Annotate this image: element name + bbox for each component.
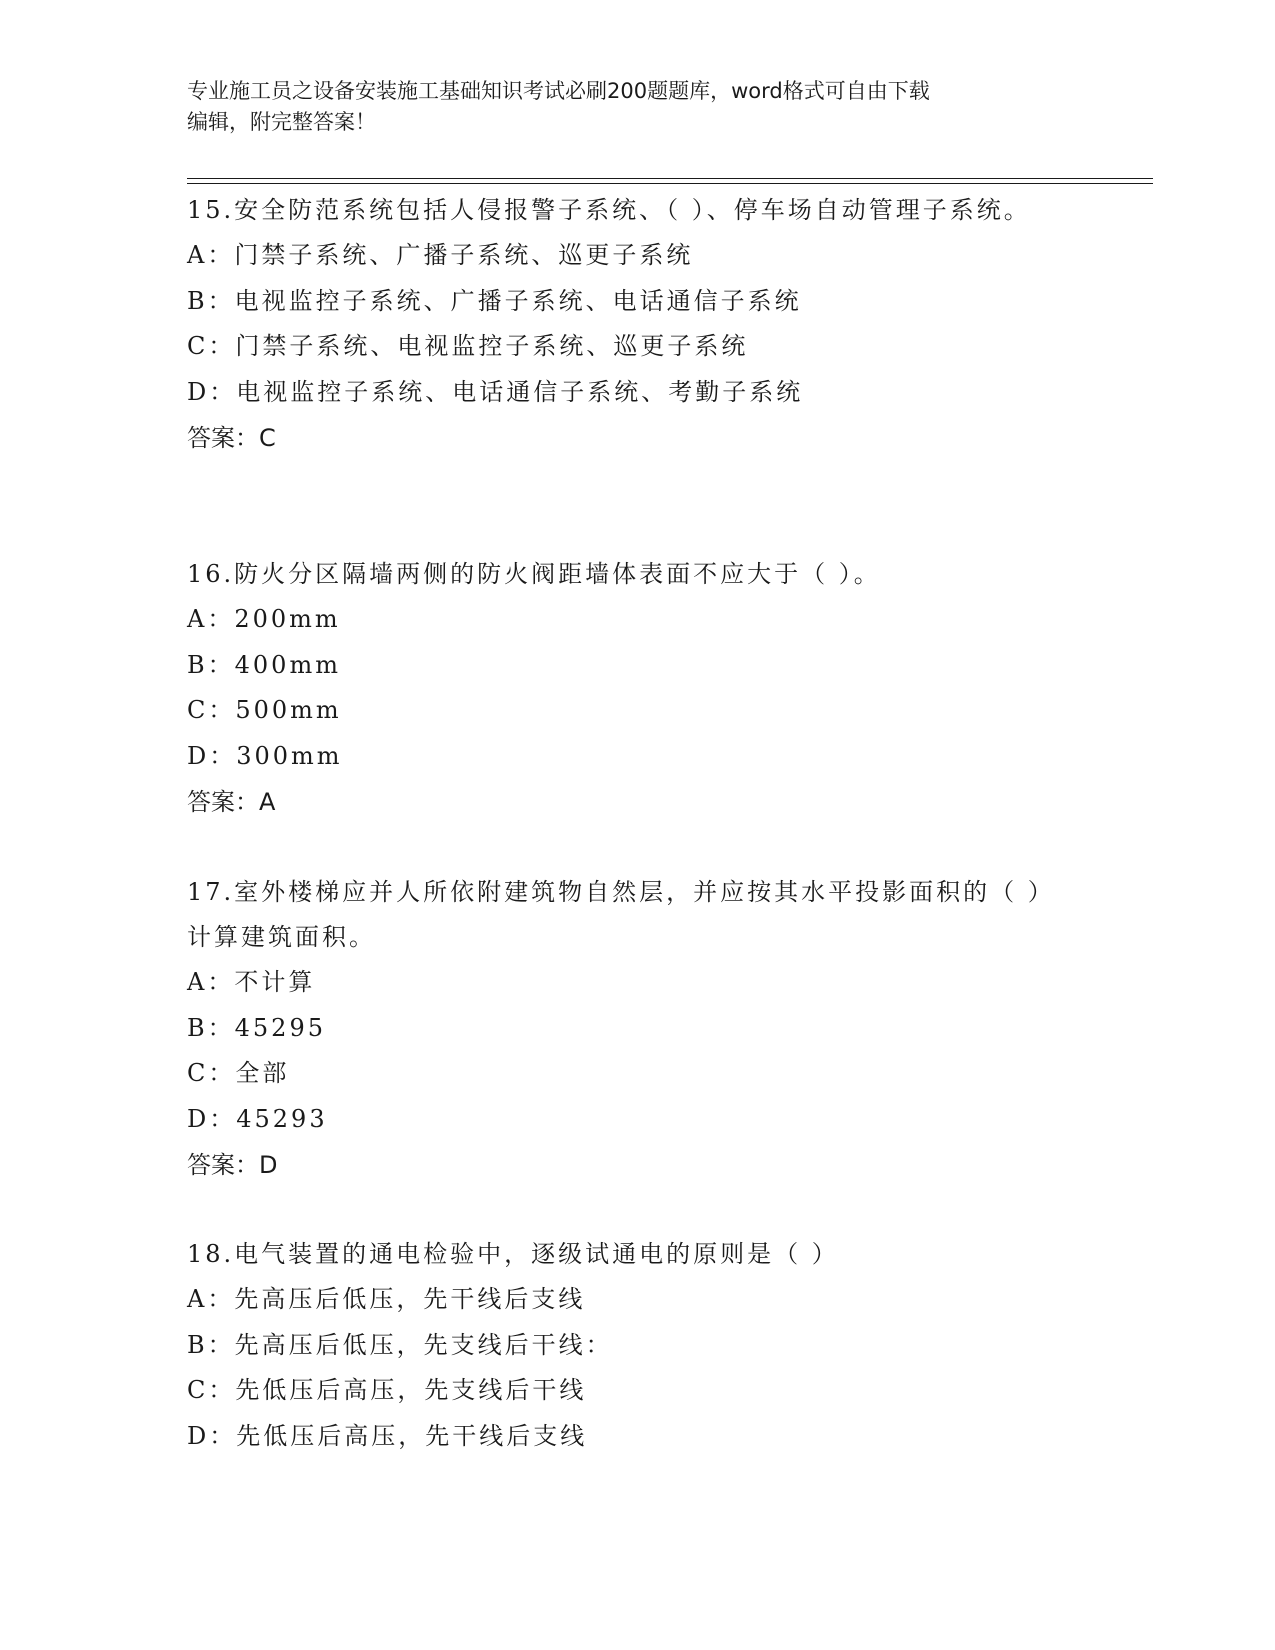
option-d: D：45293 <box>187 1104 328 1133</box>
option-c: C：先低压后高压，先支线后干线 <box>187 1376 587 1404</box>
header-divider-bottom <box>187 183 1153 184</box>
option-c: C：500mm <box>187 696 342 724</box>
option-d: D：300mm <box>187 741 343 770</box>
answer-line: 答案：D <box>187 1151 278 1179</box>
option-b: B：电视监控子系统、广播子系统、电话通信子系统 <box>187 286 802 315</box>
header-divider-top <box>187 178 1153 179</box>
question-title: 17.室外楼梯应并人所依附建筑物自然层，并应按其水平投影面积的（ ）计算建筑面积。 <box>187 878 1055 951</box>
header-line-2: 编辑，附完整答案！ <box>187 110 376 134</box>
document-header <box>187 76 1067 138</box>
option-a: A：200mm <box>187 605 341 633</box>
option-b: B：先高压后低压，先支线后干线： <box>187 1330 613 1359</box>
answer-line: 答案：A <box>187 788 276 816</box>
option-d: D：先低压后高压，先干线后支线 <box>187 1421 588 1450</box>
option-a: A：门禁子系统、广播子系统、巡更子系统 <box>187 241 694 269</box>
option-c: C：全部 <box>187 1059 290 1087</box>
answer-line: 答案：C <box>187 424 276 452</box>
option-b: B：400mm <box>187 650 341 679</box>
question-title: 16.防火分区隔墙两侧的防火阀距墙体表面不应大于（ ）。 <box>187 560 881 588</box>
question-17 <box>187 870 1067 1188</box>
question-18 <box>187 1232 1067 1459</box>
option-a: A：不计算 <box>187 968 316 996</box>
option-d: D：电视监控子系统、电话通信子系统、考勤子系统 <box>187 377 804 406</box>
option-c: C：门禁子系统、电视监控子系统、巡更子系统 <box>187 332 749 360</box>
question-title: 15.安全防范系统包括人侵报警子系统、（ ）、停车场自动管理子系统。 <box>187 196 1031 224</box>
header-line-1: 专业施工员之设备安装施工基础知识考试必刷200题题库，word格式可自由下载 <box>187 79 930 103</box>
question-16 <box>187 552 1067 825</box>
option-b: B：45295 <box>187 1013 326 1042</box>
question-title: 18.电气装置的通电检验中，逐级试通电的原则是（ ） <box>187 1240 839 1268</box>
question-15 <box>187 188 1067 461</box>
option-a: A：先高压后低压，先干线后支线 <box>187 1285 586 1313</box>
